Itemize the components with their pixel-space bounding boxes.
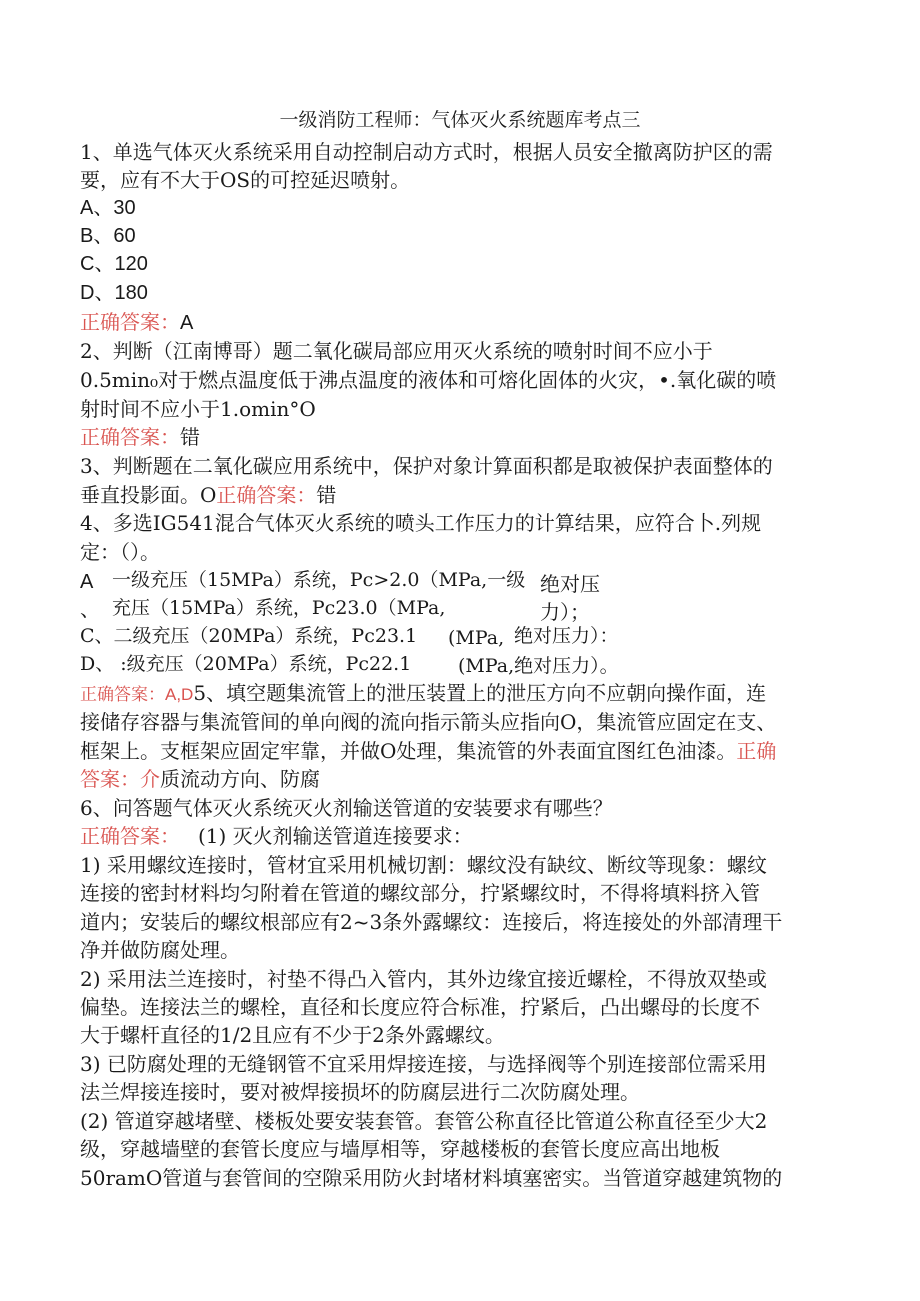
q4-line-1: 4、多选IG541混合气体灭火系统的喷头工作压力的计算结果，应符合卜.列规 [80, 511, 762, 535]
q1-line-1: 1、单选气体灭火系统采用自动控制启动方式时，根据人员安全撤离防护区的需 [80, 140, 773, 164]
q6-body-line: 级，穿越墙壁的套管长度应与墙厚相等，穿越楼板的套管长度应高出地板 [80, 1137, 720, 1161]
q6-body-line: (2) 管道穿越堵壁、楼板处要安装套管。套管公称直径比管道公称直径至少大2 [80, 1109, 768, 1133]
q2-line-2: 0.5min₀对于燃点温度低于沸点温度的液体和可熔化固体的火灾，•.氧化碳的喷 [80, 368, 777, 392]
q2-answer [80, 423, 200, 451]
answer-value: 质流动方向、防腐 [160, 767, 320, 791]
answer-label: 正确答案： [216, 483, 317, 507]
q3-text: 垂直投影面。O [80, 483, 217, 507]
answer-label: 正确答案： [80, 310, 180, 334]
q6-body-line: 道内；安装后的螺纹根部应有2~3条外露螺纹：连接后，将连接处的外部清理干 [80, 910, 783, 934]
q1-option-d: D、180 [80, 282, 148, 304]
q5-line-1: 5、填空题集流管上的泄压装置上的泄压方向不应朝向操作面，连 [193, 681, 767, 705]
q4-option-a-mark: A [80, 571, 94, 593]
q5-text: 框架上。支框架应固定牢靠，并做O处理，集流管的外表面宜图红色油漆。 [80, 739, 737, 763]
q6-body-line: 净并做防腐处理。 [80, 938, 240, 962]
answer-value: A [180, 312, 194, 334]
answer-heading: (1) 灭火剂输送管道连接要求： [198, 824, 473, 848]
q5-line-2: 接储存容器与集流管间的单向阀的流向指示箭头应指向O，集流管应固定在支、 [80, 710, 777, 734]
q4-option-c-unit: (MPa, [448, 627, 505, 649]
q6-body-line: 偏垫。连接法兰的螺栓，直径和长度应符合标准，拧紧后，凸出螺母的长度不 [80, 995, 760, 1019]
q2-line-1: 2、判断（江南博哥）题二氧化碳局部应用灭火系统的喷射时间不应小于 [80, 339, 713, 363]
q6-body-line: 连接的密封材料均匀附着在管道的螺纹部分，拧紧螺纹时，不得将填料挤入管 [80, 881, 760, 905]
q1-option-a: A、30 [80, 197, 136, 219]
q4-option-b-right: 力）； [540, 600, 590, 624]
q6-answer-head [80, 822, 473, 850]
q4-option-d-text: D、 :级充压（20MPa）系统，Pc22.1 [80, 653, 412, 675]
q5-line-4 [80, 765, 320, 793]
q4-option-b-text: 充压（15MPa）系统，Pc23.0（MPa, [112, 597, 446, 619]
q4-option-c-text: C、二级充压（20MPa）系统，Pc23.1 [80, 625, 418, 647]
q6-body-line: 1) 采用螺纹连接时，管材宜采用机械切割：螺纹没有缺纹、断纹等现象：螺纹 [80, 853, 767, 877]
q6-body-line: 法兰焊接连接时，要对被焊接损坏的防腐层进行二次防腐处理。 [80, 1080, 640, 1104]
page-title: 一级消防工程师：气体灭火系统题库考点三 [279, 109, 641, 131]
q4-answer-q5-line-1 [80, 679, 766, 709]
answer-label: 正确答案：A,D [80, 685, 194, 704]
q4-option-d-unit: (MPa,绝对压力）。 [458, 655, 619, 677]
q4-option-a-right: 绝对压 [540, 572, 600, 596]
q1-option-c: C、120 [80, 253, 148, 275]
answer-value: 错 [180, 425, 200, 449]
answer-value: 错 [316, 483, 337, 507]
q1-line-2: 要，应有不大于OS的可控延迟喷射。 [80, 168, 411, 192]
answer-label: 正确 [736, 739, 777, 763]
q4-option-c-right: 绝对压力）： [514, 625, 619, 647]
q3-line-2 [80, 481, 336, 509]
q6-body-line: 大于螺杆直径的1/2且应有不少于2条外露螺纹。 [80, 1023, 505, 1047]
answer-label: 答案：介 [80, 767, 160, 791]
answer-label: 正确答案： [80, 824, 180, 848]
q6-body-line: 50ramO管道与套管间的空隙采用防火封堵材料填塞密实。当管道穿越建筑物的 [80, 1166, 783, 1190]
q6-body-line: 3) 已防腐处理的无缝钢管不宜采用焊接连接，与选择阀等个别连接部位需采用 [80, 1052, 767, 1076]
q6-body-line: 2) 采用法兰连接时，衬垫不得凸入管内，其外边缘宜接近螺栓，不得放双垫或 [80, 967, 767, 991]
q1-answer [80, 308, 193, 337]
q5-line-3 [80, 737, 776, 765]
q4-line-2: 定：（）。 [80, 540, 160, 564]
q4-option-b-mark: 、 [80, 597, 100, 621]
q6-line-1: 6、问答题气体灭火系统灭火剂输送管道的安装要求有哪些？ [80, 796, 613, 820]
q3-line-1: 3、判断题在二氧化碳应用系统中，保护对象计算面积都是取被保护表面整体的 [80, 454, 773, 478]
q4-option-a-text: 一级充压（15MPa）系统，Pc>2.0（MPa,一级 [112, 569, 526, 591]
q2-line-3: 射时间不应小于1.omin°O [80, 397, 316, 421]
q1-option-b: B、60 [80, 225, 136, 247]
answer-label: 正确答案： [80, 425, 180, 449]
